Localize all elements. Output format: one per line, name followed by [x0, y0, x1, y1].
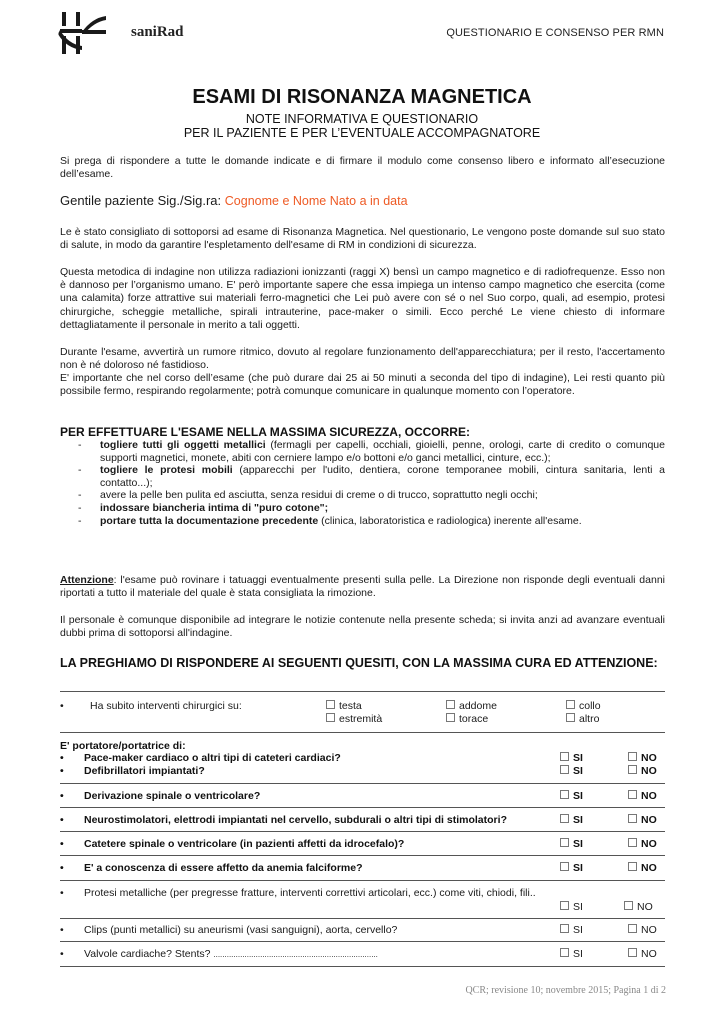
option-altro[interactable]: altro: [566, 713, 599, 725]
item-text: avere la pelle ben pulita ed asciutta, senza residui di creme o di trucco, soprattutto negli occhi;: [100, 489, 538, 502]
bullet: •: [60, 700, 64, 712]
attention-text: : l'esame può rovinare i tatuaggi eventualmente presenti sulla pelle. La Direzione non risponde degli eventuali danni riportati a tutto il materiale del quale è stata consigliata la rimozione.: [60, 574, 665, 600]
question-spinal-catheter: Catetere spinale o ventricolare (in pazienti affetti da idrocefalo)?: [84, 838, 405, 850]
info-paragraph: Le è stato consigliato di sottoporsi ad esame di Risonanza Magnetica. Nel questionario, Le vengono poste domande sul suo stato di salute, in modo da garantire l'espletamento dell'esame di RM in condizioni di sicurezza.: [60, 226, 665, 252]
list-item: - togliere le protesi mobili (apparecchi per l'udito, dentiera, corone temporanee mobili, cintura sanitaria, lenti a contatto...);: [78, 464, 665, 489]
list-item: - indossare biancheria intima di "puro cotone";: [78, 501, 329, 514]
question-clips: Clips (punti metallici) su aneurismi (vasi sanguigni), aorta, cervello?: [84, 924, 398, 936]
answer-yes[interactable]: SI: [560, 862, 583, 874]
item-text: (apparecchi per l'udito, dentiera, corone temporanee mobili, cintura sanitaria, lenti a contatto...);: [100, 464, 665, 489]
option-collo[interactable]: collo: [566, 700, 601, 712]
option-testa[interactable]: testa: [326, 700, 362, 712]
answer-no[interactable]: NO: [628, 924, 657, 936]
answer-yes[interactable]: SI: [560, 765, 583, 777]
item-bold: togliere le protesi mobili: [100, 464, 233, 477]
answer-yes[interactable]: SI: [560, 948, 583, 960]
greeting: [60, 193, 408, 208]
item-bold: portare tutta la documentazione precedente: [100, 514, 319, 527]
page-title: ESAMI DI RISONANZA MAGNETICA: [192, 86, 532, 108]
answer-no[interactable]: NO: [624, 901, 653, 913]
item-text: (clinica, laboratoristica e radiologica) inerente all'esame.: [318, 514, 582, 527]
question-valves: Valvole cardiache? Stents? ..........................................................................: [84, 948, 378, 960]
patient-name-field[interactable]: Cognome e Nome Nato a in data: [224, 194, 408, 208]
answer-no[interactable]: NO: [628, 862, 657, 874]
answer-yes[interactable]: SI: [560, 752, 583, 764]
answer-no[interactable]: NO: [628, 765, 657, 777]
staff-note: Il personale è comunque disponibile ad integrare le notizie contenute nella presente scheda; si invita anzi ad avanzare eventuali dubbi prima di sottoporsi all'indagine.: [60, 614, 665, 640]
list-item: - portare tutta la documentazione precedente (clinica, laboratoristica e radiologica) inerente all'esame.: [78, 514, 582, 527]
question-metal-prostheses: Protesi metalliche (per pregresse fratture, interventi correttivi articolari, ecc.) come viti, chiodi, fili..: [84, 887, 536, 899]
answer-no[interactable]: NO: [628, 838, 657, 850]
questions-title: LA PREGHIAMO DI RISPONDERE AI SEGUENTI QUESITI, CON LA MASSIMA CURA ED ATTENZIONE:: [60, 656, 658, 670]
answer-yes[interactable]: SI: [560, 790, 583, 802]
question-pacemaker: Pace-maker cardiaco o altri tipi di cateteri cardiaci?: [84, 752, 341, 764]
answer-yes[interactable]: SI: [560, 901, 583, 913]
answer-no[interactable]: NO: [628, 948, 657, 960]
greeting-label: Gentile paziente Sig./Sig.ra:: [60, 193, 222, 208]
item-bold: togliere tutti gli oggetti metallici: [100, 439, 266, 451]
option-estremita[interactable]: estremità: [326, 713, 382, 725]
option-addome[interactable]: addome: [446, 700, 497, 712]
answer-yes[interactable]: SI: [560, 924, 583, 936]
answer-yes[interactable]: SI: [560, 838, 583, 850]
attention-label: Attenzione: [60, 574, 114, 586]
info-paragraph: E' importante che nel corso dell’esame (che può durare dai 25 ai 50 minuti a seconda del tipo di indagine), Lei resti quanto più possibile fermo, respirando regolarmente; potrà comunque comunicare in qualunque momento con l’operatore.: [60, 372, 665, 398]
answer-no[interactable]: NO: [628, 814, 657, 826]
question-defibrillator: Defibrillatori impiantati?: [84, 765, 205, 777]
list-item: - avere la pelle ben pulita ed asciutta, senza residui di creme o di trucco, soprattutto negli occhi;: [78, 489, 538, 502]
list-item: - togliere tutti gli oggetti metallici (fermagli per capelli, occhiali, gioielli, penne, orologi, carte di credito o comunque supporti magnetici, monete, abiti con cerniere lampo e/o bottoni e/o ganci metallici, cinture, ecc.);: [78, 439, 665, 464]
info-paragraph: Questa metodica di indagine non utilizza radiazioni ionizzanti (raggi X) bensì un campo magnetico e di radiofrequenze. Esso non è dannoso per l’organismo umano. E' però importante sapere che essa impiega un intenso campo magnetico che esercita (come una calamita) forze attrattive sui materiali ferro-magnetici che Lei può avere con sé o nel Suo corpo, quali, ad esempio, protesi chirurgiche, scheggie metalliche, spirali intrauterine, pace-maker o simili. Ecco perché Le viene chiesto di informare dettagliatamente il personale in merito a tali oggetti.: [60, 266, 665, 331]
item-bold: indossare biancheria intima di "puro cotone";: [100, 501, 329, 514]
answer-no[interactable]: NO: [628, 790, 657, 802]
stents-dots[interactable]: ..........................................................................: [213, 950, 378, 959]
safety-list: [78, 439, 665, 527]
intro-text: Si prega di rispondere a tutte le domande indicate e di firmare il modulo come consenso libero e informato all’esecuzione dell’esame.: [60, 155, 665, 181]
info-paragraph: Durante l'esame, avvertirà un rumore ritmico, dovuto al regolare funzionamento dell'apparecchiatura; per il resto, l'accertamento non è né doloroso né fastidioso.: [60, 346, 665, 372]
question-neurostimulators: Neurostimolatori, elettrodi impiantati nel cervello, subdurali o altri tipi di stimolatori?: [84, 814, 507, 826]
answer-yes[interactable]: SI: [560, 814, 583, 826]
attention-note: [60, 574, 665, 600]
header-label: QUESTIONARIO E CONSENSO PER RMN: [446, 27, 664, 39]
logo-text: saniRad: [131, 24, 184, 40]
question-anemia: E' a conoscenza di essere affetto da anemia falciforme?: [84, 862, 363, 874]
question-spinal-derivation: Derivazione spinale o ventricolare?: [84, 790, 261, 802]
safety-title: PER EFFETTUARE L'ESAME NELLA MASSIMA SICUREZZA, OCCORRE:: [60, 425, 470, 439]
subtitle-1: NOTE INFORMATIVA E QUESTIONARIO: [245, 112, 479, 126]
subtitle-2: PER IL PAZIENTE E PER L’EVENTUALE ACCOMPAGNATORE: [183, 126, 541, 140]
answer-no[interactable]: NO: [628, 752, 657, 764]
footer-revision: QCR; revisione 10; novembre 2015; Pagina 1 di 2: [465, 985, 666, 996]
carrier-title: E' portatore/portatrice di:: [60, 740, 186, 752]
item-text: (fermagli per capelli, occhiali, gioielli, penne, orologi, carte di credito o comunque supporti magnetici, monete, abiti con cerniere lampo e/o bottoni e/o ganci metallici, cinture, ecc.);: [100, 439, 665, 464]
option-torace[interactable]: torace: [446, 713, 488, 725]
surgery-question: Ha subito interventi chirurgici su:: [90, 700, 242, 712]
